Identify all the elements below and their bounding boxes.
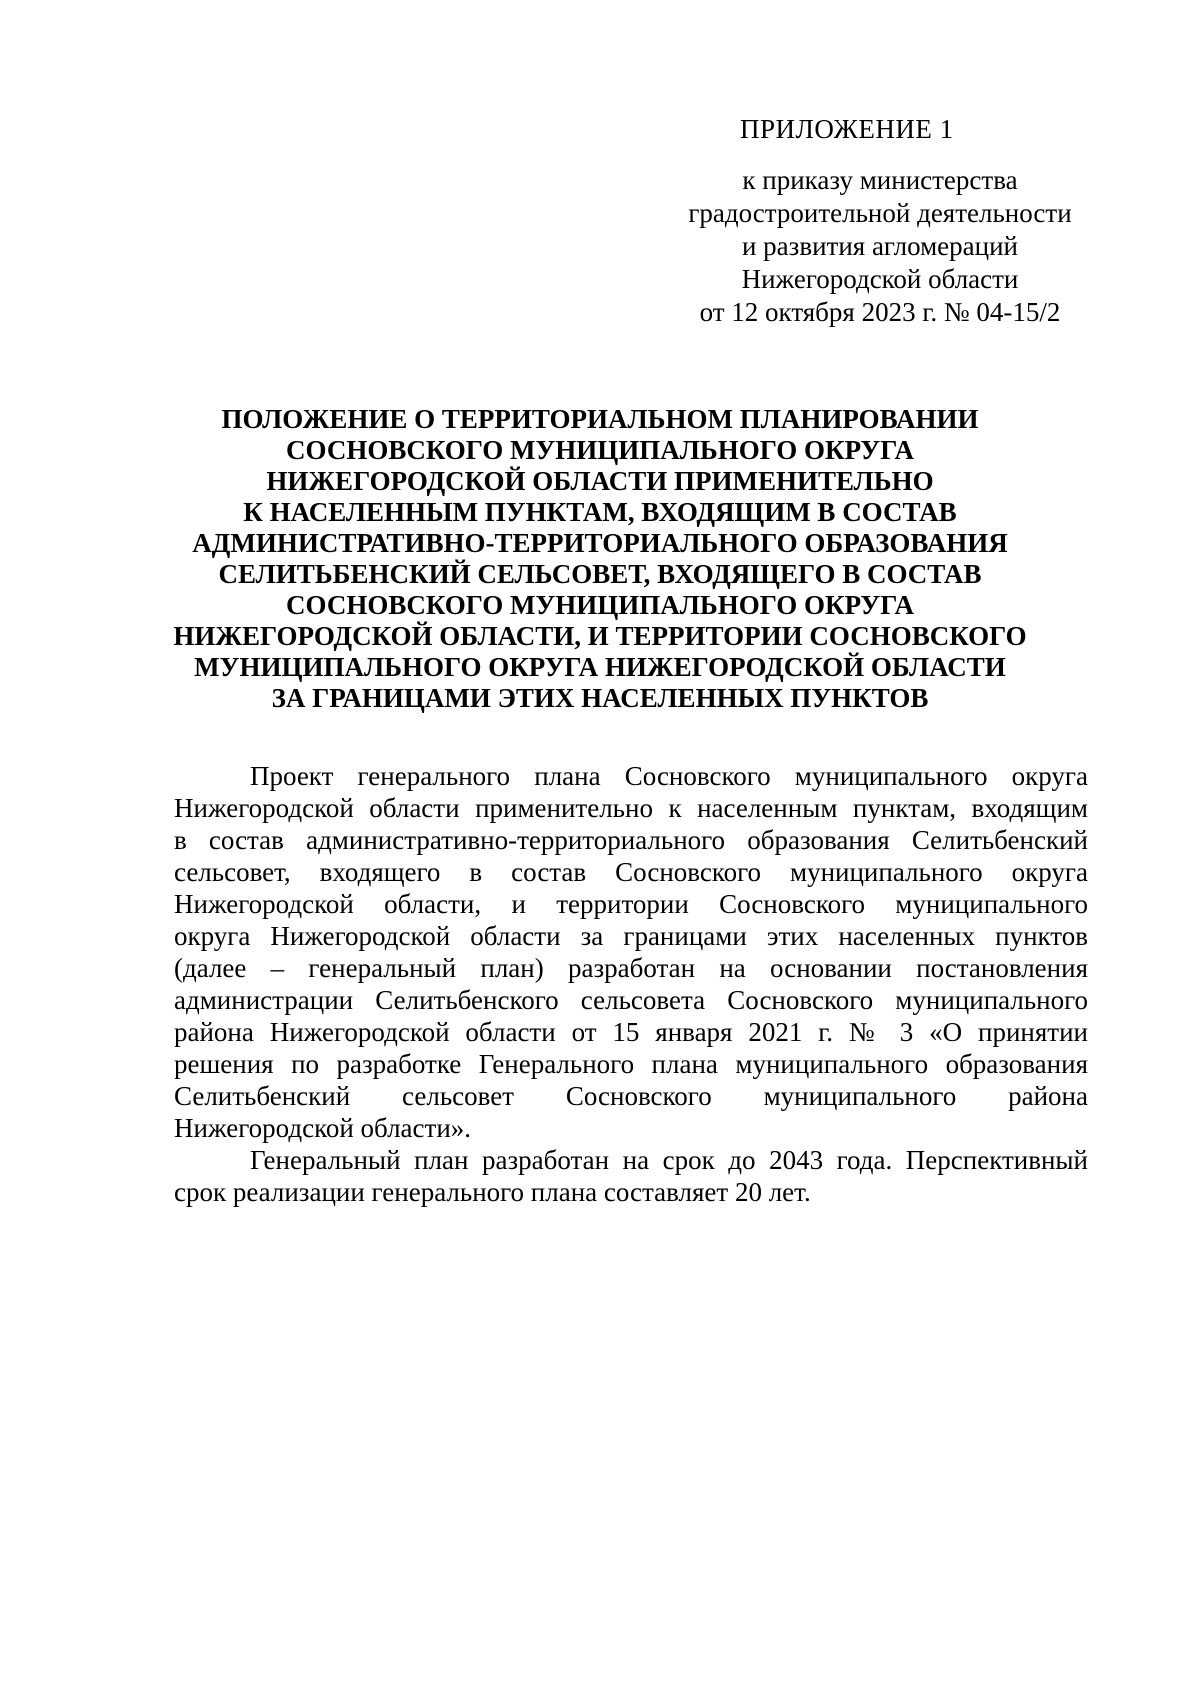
paragraph-line: Нижегородской области». — [174, 1113, 472, 1143]
paragraph-line: в состав административно-территориального образования Селитьбенский — [174, 825, 1088, 855]
appendix-note-line: к приказу министерства — [742, 165, 1018, 195]
paragraph-line: сельсовет, входящего в состав Сосновского муниципального округа — [174, 857, 1088, 887]
heading-line: СЕЛИТЬБЕНСКИЙ СЕЛЬСОВЕТ, ВХОДЯЩЕГО В СОСТАВ — [218, 559, 982, 589]
paragraph-line: Селитьбенский сельсовет Сосновского муниципального района — [174, 1081, 1088, 1111]
appendix-note-line: Нижегородской области — [741, 264, 1019, 294]
heading-line: К НАСЕЛЕННЫМ ПУНКТАМ, ВХОДЯЩИМ В СОСТАВ — [243, 497, 957, 527]
heading-line: МУНИЦИПАЛЬНОГО ОКРУГА НИЖЕГОРОДСКОЙ ОБЛАСТИ — [194, 652, 1006, 682]
paragraph-line: района Нижегородской области от 15 января 2021 г. № 3 «О принятии — [174, 1017, 1088, 1047]
paragraph-2 — [174, 1144, 1088, 1208]
document-body — [174, 760, 1088, 1208]
paragraph-line: (далее – генеральный план) разработан на основании постановления — [174, 953, 1088, 983]
appendix-note-line: градостроительной деятельности — [688, 198, 1072, 228]
paragraph-line: округа Нижегородской области за границами этих населенных пунктов — [174, 921, 1088, 951]
paragraph-line: Генеральный план разработан на срок до 2043 года. Перспективный — [250, 1145, 1088, 1175]
heading-line: ЗА ГРАНИЦАМИ ЭТИХ НАСЕЛЕННЫХ ПУНКТОВ — [271, 683, 929, 713]
appendix-note-line: от 12 октября 2023 г. № 04-15/2 — [699, 297, 1061, 327]
paragraph-line: Нижегородской области применительно к населенным пунктам, входящим — [174, 793, 1088, 823]
heading-line: СОСНОВСКОГО МУНИЦИПАЛЬНОГО ОКРУГА — [286, 590, 914, 620]
appendix-note — [640, 164, 1120, 329]
heading-line: ПОЛОЖЕНИЕ О ТЕРРИТОРИАЛЬНОМ ПЛАНИРОВАНИИ — [221, 404, 979, 434]
paragraph-line: решения по разработке Генерального плана муниципального образования — [174, 1049, 1088, 1079]
heading-line: СОСНОВСКОГО МУНИЦИПАЛЬНОГО ОКРУГА — [286, 435, 914, 465]
document-heading — [100, 404, 1100, 714]
heading-line: АДМИНИСТРАТИВНО-ТЕРРИТОРИАЛЬНОГО ОБРАЗОВАНИЯ — [192, 528, 1008, 558]
paragraph-line: администрации Селитьбенского сельсовета Сосновского муниципального — [174, 985, 1088, 1015]
paragraph-line: Проект генерального плана Сосновского муниципального округа — [250, 761, 1088, 791]
paragraph-line: срок реализации генерального плана составляет 20 лет. — [174, 1177, 811, 1207]
heading-line: НИЖЕГОРОДСКОЙ ОБЛАСТИ, И ТЕРРИТОРИИ СОСНОВСКОГО — [173, 621, 1027, 651]
paragraph-line: Нижегородской области, и территории Сосновского муниципального — [174, 889, 1088, 919]
heading-line: НИЖЕГОРОДСКОЙ ОБЛАСТИ ПРИМЕНИТЕЛЬНО — [266, 466, 934, 496]
paragraph-1 — [174, 760, 1088, 1144]
appendix-note-line: и развития агломераций — [741, 231, 1018, 261]
appendix-title: ПРИЛОЖЕНИЕ 1 — [740, 114, 954, 144]
